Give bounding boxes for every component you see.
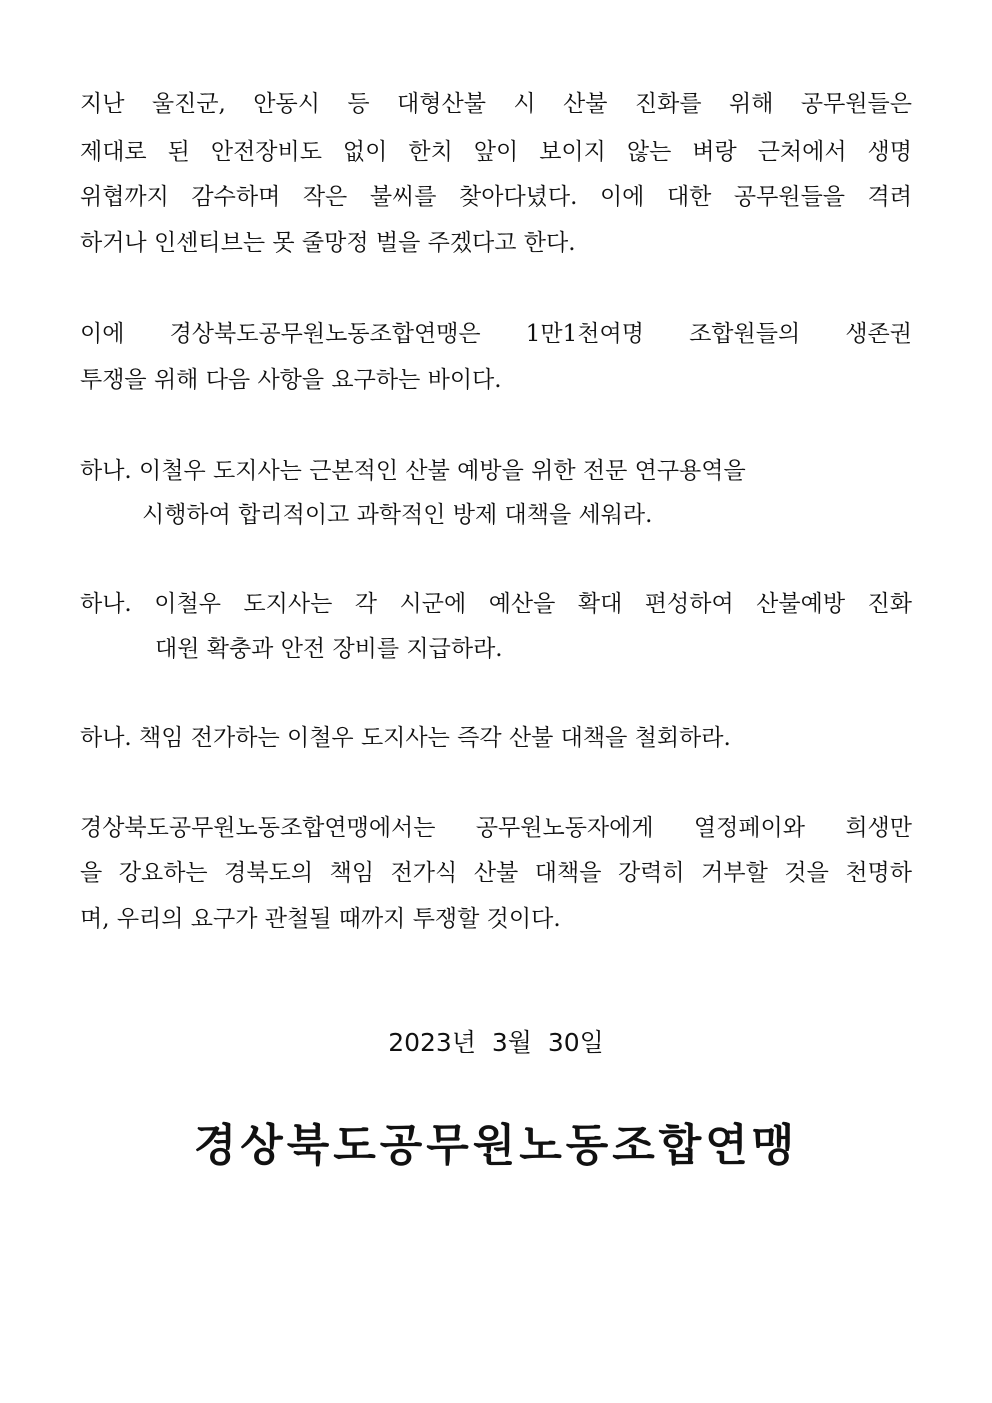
document-date: 2023년 3월 30일 — [388, 1028, 604, 1057]
paragraph-intro-line-1: 지난 울진군, 안동시 등 대형산불 시 산불 진화를 위해 공무원들은 — [80, 91, 912, 117]
demand-1-line-2: 시행하여 합리적이고 과학적인 방제 대책을 세워라. — [142, 502, 653, 528]
paragraph-conclusion-line-1: 경상북도공무원노동조합연맹에서는 공무원노동자에게 열정페이와 희생만 — [80, 815, 912, 841]
paragraph-union-line-2: 투쟁을 위해 다음 사항을 요구하는 바이다. — [80, 367, 502, 393]
demand-3-line-1: 하나. 책임 전가하는 이철우 도지사는 즉각 산불 대책을 철회하라. — [80, 725, 731, 751]
demand-2-line-1: 하나. 이철우 도지사는 각 시군에 예산을 확대 편성하여 산불예방 진화 — [80, 591, 912, 617]
demand-1-line-1: 하나. 이철우 도지사는 근본적인 산불 예방을 위한 전문 연구용역을 — [80, 458, 746, 484]
organization-name: 경상북도공무원노동조합연맹 — [193, 1120, 799, 1171]
paragraph-conclusion-line-3: 며, 우리의 요구가 관철될 때까지 투쟁할 것이다. — [80, 906, 561, 932]
demand-2-line-2: 대원 확충과 안전 장비를 지급하라. — [155, 636, 503, 662]
paragraph-union-line-1: 이에 경상북도공무원노동조합연맹은 1만1천여명 조합원들의 생존권 — [80, 321, 912, 347]
paragraph-intro-line-2: 제대로 된 안전장비도 없이 한치 앞이 보이지 않는 벼랑 근처에서 생명 — [80, 139, 912, 165]
paragraph-intro-line-3: 위협까지 감수하며 작은 불씨를 찾아다녔다. 이에 대한 공무원들을 격려 — [80, 184, 912, 210]
paragraph-conclusion-line-2: 을 강요하는 경북도의 책임 전가식 산불 대책을 강력히 거부할 것을 천명하 — [80, 860, 912, 886]
paragraph-intro-line-4: 하거나 인센티브는 못 줄망정 벌을 주겠다고 한다. — [80, 230, 576, 256]
